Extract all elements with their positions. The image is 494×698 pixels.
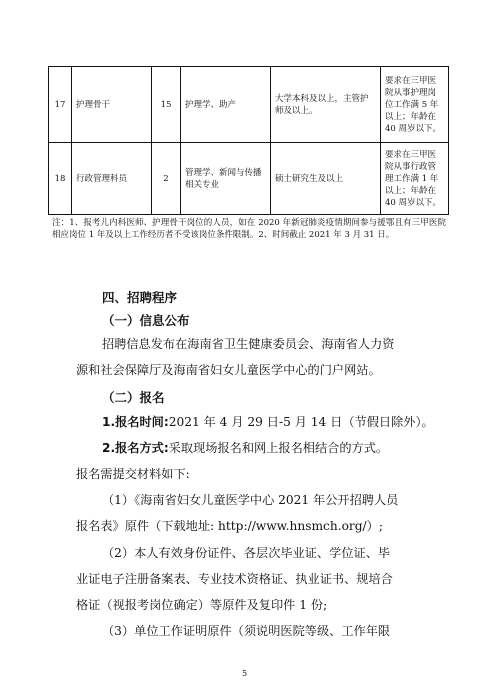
section-heading: 四、招聘程序 (102, 290, 178, 305)
method-label: 2.报名方式: (102, 441, 169, 455)
position-count: 15 (152, 67, 181, 143)
table-row (49, 143, 449, 215)
subsection-heading: （一）信息公布 (102, 313, 190, 328)
row-number: 17 (49, 67, 72, 143)
other-requirement: 要求在三甲医院从事护理岗位工作满 5 年以上；年龄在 40 周岁以下。 (381, 67, 449, 143)
education-requirement: 硕士研究生及以上 (271, 143, 381, 215)
major-requirement: 护理学、助产 (181, 67, 271, 143)
education-requirement: 大学本科及以上，主管护师及以上。 (271, 67, 381, 143)
position-name: 护理骨干 (72, 67, 152, 143)
paragraph-line: 报名需提交材料如下: (76, 467, 190, 481)
paragraph-line: （2）本人有效身份证件、各层次毕业证、学位证、毕 (102, 546, 391, 560)
row-number: 18 (49, 143, 72, 215)
paragraph-line: （1）《海南省妇女儿童医学中心 2021 年公开招聘人员 (102, 493, 399, 507)
table-row (49, 67, 449, 143)
paragraph-line: 格证（视报考岗位确定）等原件及复印件 1 份; (76, 598, 328, 612)
recruitment-table-continued (48, 66, 448, 215)
paragraph-line: （3）单位工作证明原件（须说明医院等级、工作年限 (102, 624, 391, 638)
time-text: 2021 年 4 月 29 日-5 月 14 日（节假日除外）。 (168, 415, 434, 429)
paragraph-line: 报名表》原件（下载地址: http://www.hnsmch.org/）; (76, 519, 383, 533)
paragraph-line: 业证电子注册备案表、专业技术资格证、执业证书、规培合 (76, 572, 393, 586)
other-requirement: 要求在三甲医院从事行政管理工作满 1 年以上；年龄在 40 周岁以下。 (381, 143, 449, 215)
paragraph-line: 招聘信息发布在海南省卫生健康委员会、海南省人力资 (102, 337, 395, 351)
subsection-heading: （二）报名 (102, 390, 165, 405)
registration-method (102, 440, 388, 456)
time-label: 1.报名时间: (102, 415, 169, 429)
table-note: 注：1、报考儿内科医师、护理骨干岗位的人员，如在 2020 年新冠肺炎疫情期间参与援鄂且有三甲医院相应岗位 1 年及以上工作经历者不受该岗位条件限制。2、时间截止 2021 年 3 月 31 日。 (52, 218, 446, 240)
position-name: 行政管理科员 (72, 143, 152, 215)
paragraph-line: 源和社会保障厅及海南省妇女儿童医学中心的门户网站。 (76, 363, 381, 377)
page-number: 5 (242, 669, 248, 678)
method-text: 采取现场报名和网上报名相结合的方式。 (168, 441, 389, 455)
registration-time (102, 414, 434, 430)
major-requirement: 管理学、新闻与传播相关专业 (181, 143, 271, 215)
position-count: 2 (152, 143, 181, 215)
